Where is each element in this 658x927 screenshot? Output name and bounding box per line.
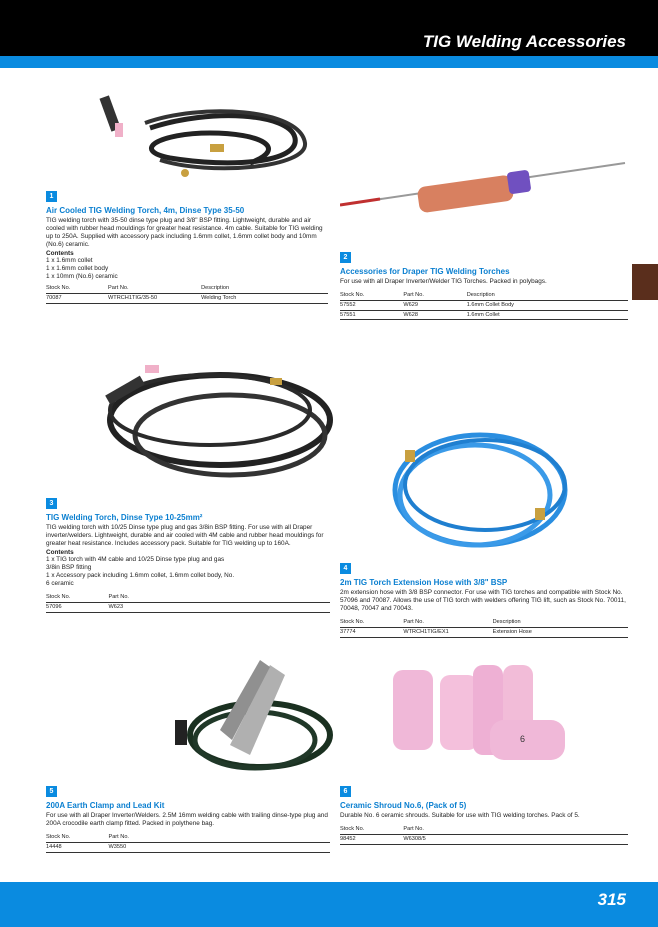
product-table: Stock No. Part No. 57096 W623 — [46, 594, 330, 613]
product-number: 3 — [46, 498, 57, 509]
page-footer — [0, 882, 658, 927]
product-title: 200A Earth Clamp and Lead Kit — [46, 801, 165, 810]
page-number: 315 — [597, 890, 626, 909]
col-stock-no: Stock No. — [46, 285, 108, 294]
product-table: Stock No. Part No. Description 37774 WTRCH1TIG/EX1 Extension Hose — [340, 619, 628, 638]
product-6 — [340, 780, 628, 845]
product-table: Stock No. Part No. 98452 W6308/5 — [340, 826, 628, 845]
product-description: For use with all Draper Inverter/Welders. 2.5M 16mm welding cable with trailing dinse-type plug and 200A crocodile earth clamp fitted. Packed in polythene bag. — [46, 812, 328, 827]
contents-item: 1 x 10mm (No.6) ceramic — [46, 273, 118, 280]
contents-item: 1 x TIG torch with 4M cable and 10/25 Dinse type plug and gas 3/8in BSP fitting — [46, 556, 225, 571]
contents-heading: Contents — [46, 549, 74, 556]
product-number: 6 — [340, 786, 351, 797]
product-image-2 — [340, 155, 630, 235]
table-row: 57096 W623 — [46, 603, 330, 613]
product-description: Durable No. 6 ceramic shrouds. Suitable for use with TIG welding torches. Pack of 5. — [340, 812, 580, 819]
product-3 — [46, 492, 330, 613]
table-row: 37774 WTRCH1TIG/EX1 Extension Hose — [340, 628, 628, 638]
product-title: TIG Welding Torch, Dinse Type 10-25mm² — [46, 513, 203, 522]
product-title: Ceramic Shroud No.6, (Pack of 5) — [340, 801, 467, 810]
product-image-5 — [160, 655, 340, 775]
col-description: Description — [201, 285, 328, 294]
table-row: 57551 W628 1.6mm Collet — [340, 310, 628, 320]
page-title: TIG Welding Accessories — [422, 32, 626, 51]
product-table: Stock No. Part No. 14448 W3550 — [46, 834, 330, 853]
product-description: TIG welding torch with 35-50 dinse type plug and 3/8" BSP fitting. Lightweight, durable and air cooled with rubber head mouldings for greater heat resistance. 4m cable. Suitable for TIG welding up to 250A. Supplied with accessory pack including 1.6mm collet, 1.6mm collet body and 10mm (No.6) ceramic. — [46, 217, 323, 248]
product-title: Air Cooled TIG Welding Torch, 4m, Dinse Type 35-50 — [46, 206, 245, 215]
table-row: 70087 WTRCH1TIG/35-50 Welding Torch — [46, 294, 328, 304]
table-row: 14448 W3550 — [46, 843, 330, 853]
col-part-no: Part No. — [108, 285, 201, 294]
product-description: 2m extension hose with 3/8 BSP connector. For use with TIG torches and compatible with Stock No. 57096 and 70087. Allows the use of TIG torch with welders offering TIG lift, such as Stock No. 70011, 70048, 70047 and 70043. — [340, 589, 626, 612]
product-5 — [46, 780, 330, 853]
product-2 — [340, 246, 628, 320]
product-1 — [46, 185, 328, 304]
product-description: TIG welding torch with 10/25 Dinse type plug and gas 3/8in BSP fitting. For use with all Draper inverter/welders. Lightweight, durable and air cooled with 4M cable and rubber head mouldings for greater heat resistance. Includes accessory pack. Suitable for TIG welding up to 160A. — [46, 524, 324, 547]
contents-item: 1 x Accessory pack including 1.6mm collet, 1.6mm collet body, No. 6 ceramic — [46, 572, 235, 587]
contents-item: 1 x 1.6mm collet — [46, 257, 93, 264]
product-image-4 — [380, 420, 580, 555]
product-4 — [340, 557, 628, 638]
product-number: 4 — [340, 563, 351, 574]
product-image-3 — [80, 350, 340, 490]
product-description: For use with all Draper Inverter/Welder TIG Torches. Packed in polybags. — [340, 278, 547, 285]
product-title: Accessories for Draper TIG Welding Torches — [340, 267, 510, 276]
section-side-tab — [632, 264, 658, 300]
product-number: 5 — [46, 786, 57, 797]
page-header — [0, 0, 658, 62]
contents-item: 1 x 1.6mm collet body — [46, 265, 109, 272]
product-title: 2m TIG Torch Extension Hose with 3/8" BSP — [340, 578, 508, 587]
contents-heading: Contents — [46, 250, 74, 257]
product-number: 1 — [46, 191, 57, 202]
table-row: 98452 W6308/5 — [340, 835, 628, 845]
shroud-mark: 6 — [520, 734, 526, 744]
product-image-1 — [90, 88, 320, 188]
header-accent-bar — [0, 56, 658, 68]
product-number: 2 — [340, 252, 351, 263]
table-row: 57552 W629 1.6mm Collet Body — [340, 301, 628, 311]
product-image-6 — [385, 660, 575, 775]
product-table — [46, 285, 328, 304]
product-table: Stock No. Part No. Description 57552 W629 1.6mm Collet Body 57551 W628 1.6mm Collet — [340, 292, 628, 320]
